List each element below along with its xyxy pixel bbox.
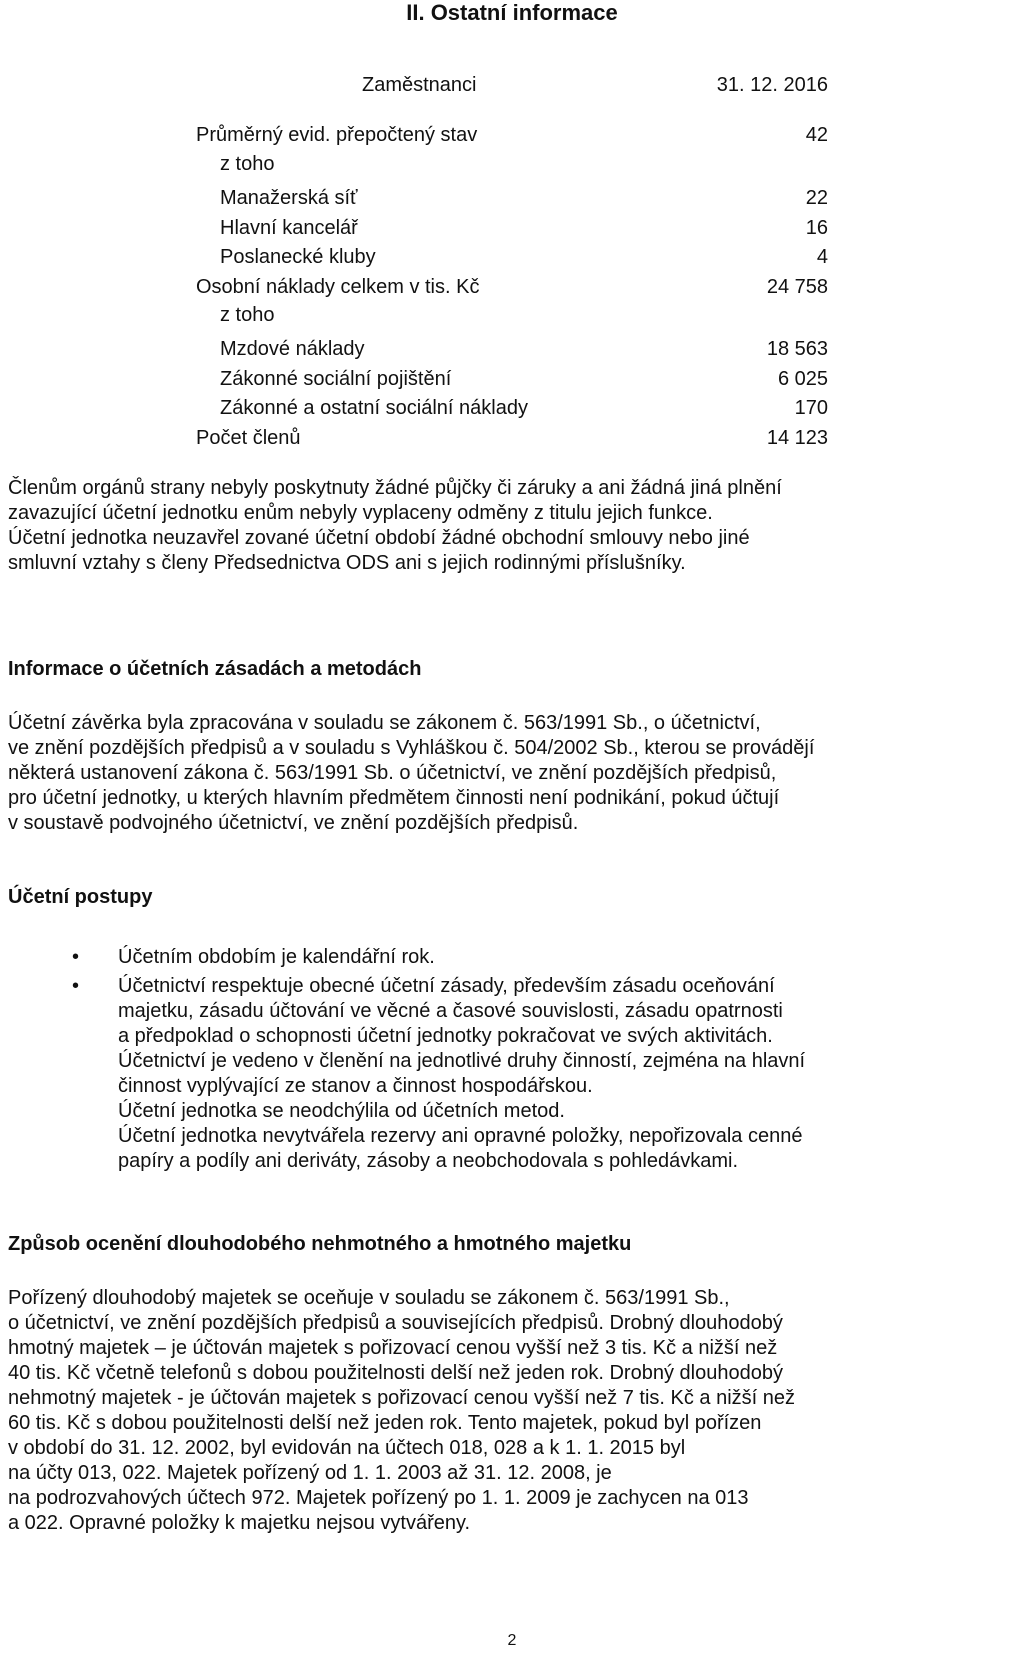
staff-row-label: Mzdové náklady <box>220 338 365 360</box>
procedure-item <box>72 1049 1022 1099</box>
procedure-line: Účetnictví je vedeno v členění na jednotlivé druhy činností, zejména na hlavní <box>118 1050 806 1072</box>
staff-row-label: z toho <box>220 153 275 175</box>
paragraph-board-members <box>8 476 1020 576</box>
procedure-item <box>72 945 1022 970</box>
paragraph-line: v soustavě podvojného účetnictví, ve znění pozdějších předpisů. <box>8 812 579 834</box>
heading-accounting-procedures: Účetní postupy <box>8 886 153 908</box>
procedures-list <box>72 945 1022 1174</box>
staff-row <box>0 242 828 272</box>
staff-row-value: 6 025 <box>777 368 828 390</box>
paragraph-line: o účetnictví, ve znění pozdějších předpisů a souvisejících předpisů. Drobný dlouhodobý <box>8 1312 783 1334</box>
staff-row-label: z toho <box>220 304 275 326</box>
paragraph-line: pro účetní jednotky, u kterých hlavním předmětem činnosti není podnikání, pokud účtují <box>8 787 780 809</box>
paragraph-line: hmotný majetek – je účtován majetek s pořizovací cenou vyšší než 3 tis. Kč a nižší než <box>8 1337 778 1359</box>
heading-asset-valuation: Způsob ocenění dlouhodobého nehmotného a hmotného majetku <box>8 1233 632 1255</box>
procedure-line: Účetní jednotka nevytvářela rezervy ani opravné položky, nepořizovala cenné <box>118 1125 803 1147</box>
procedure-line: Účetní jednotka se neodchýlila od účetních metod. <box>118 1100 565 1122</box>
staff-row-value: 16 <box>805 217 828 239</box>
paragraph-line: 60 tis. Kč s dobou použitelnosti delší než jeden rok. Tento majetek, pokud byl pořízen <box>8 1412 762 1434</box>
bullet-icon: • <box>72 946 80 968</box>
staff-header-row <box>0 70 828 100</box>
staff-row-value: 42 <box>805 124 828 146</box>
procedure-line: papíry a podíly ani deriváty, zásoby a neobchodovala s pohledávkami. <box>118 1150 739 1172</box>
staff-row <box>0 364 828 394</box>
paragraph-accounting-principles <box>8 711 1020 836</box>
procedure-line: činnost vyplývající ze stanov a činnost hospodářskou. <box>118 1075 593 1097</box>
staff-row-label: Zákonné sociální pojištění <box>220 368 452 390</box>
staff-row <box>0 300 828 330</box>
section-title: II. Ostatní informace <box>406 0 618 25</box>
procedure-item <box>72 1099 1022 1124</box>
staff-row-label: Zákonné a ostatní sociální náklady <box>220 397 528 419</box>
staff-row-value: 4 <box>816 246 828 268</box>
staff-row-value: 18 563 <box>766 338 828 360</box>
staff-row-label: Počet členů <box>196 427 301 449</box>
paragraph-line: Účetní jednotka neuzavřel zované účetní období žádné obchodní smlouvy nebo jiné <box>8 527 750 549</box>
staff-row <box>0 393 828 423</box>
bullet-icon: • <box>72 975 80 997</box>
heading-accounting-principles: Informace o účetních zásadách a metodách <box>8 658 422 680</box>
staff-row <box>0 120 828 150</box>
staff-row <box>0 149 828 179</box>
procedure-line: a předpoklad o schopnosti účetní jednotky pokračovat ve svých aktivitách. <box>118 1025 773 1047</box>
paragraph-line: ve znění pozdějších předpisů a v souladu s Vyhláškou č. 504/2002 Sb., kterou se provádějí <box>8 737 815 759</box>
paragraph-line: Účetní závěrka byla zpracována v souladu se zákonem č. 563/1991 Sb., o účetnictví, <box>8 712 761 734</box>
page-number: 2 <box>507 1632 517 1649</box>
staff-row-label: Osobní náklady celkem v tis. Kč <box>196 276 480 298</box>
staff-row-value: 22 <box>805 187 828 209</box>
staff-header-label: Zaměstnanci <box>362 74 477 96</box>
paragraph-line: na podrozvahových účtech 972. Majetek pořízený po 1. 1. 2009 je zachycen na 013 <box>8 1487 749 1509</box>
procedure-line: Účetním obdobím je kalendářní rok. <box>118 946 435 968</box>
staff-row-label: Poslanecké kluby <box>220 246 376 268</box>
paragraph-line: Pořízený dlouhodobý majetek se oceňuje v souladu se zákonem č. 563/1991 Sb., <box>8 1287 730 1309</box>
procedure-item <box>72 1124 1022 1174</box>
staff-row-label: Průměrný evid. přepočtený stav <box>196 124 478 146</box>
staff-row <box>0 213 828 243</box>
paragraph-line: Členům orgánů strany nebyly poskytnuty žádné půjčky či záruky a ani žádná jiná plnění <box>8 477 782 499</box>
staff-row <box>0 183 828 213</box>
paragraph-line: na účty 013, 022. Majetek pořízený od 1. 1. 2003 až 31. 12. 2008, je <box>8 1462 612 1484</box>
staff-row-label: Hlavní kancelář <box>220 217 358 239</box>
paragraph-line: nehmotný majetek - je účtován majetek s pořizovací cenou vyšší než 7 tis. Kč a nižší než <box>8 1387 796 1409</box>
paragraph-asset-valuation <box>8 1286 1020 1536</box>
procedure-item <box>72 974 1022 1049</box>
paragraph-line: smluvní vztahy s členy Předsednictva ODS ani s jejich rodinnými příslušníky. <box>8 552 686 574</box>
paragraph-line: některá ustanovení zákona č. 563/1991 Sb. o účetnictví, ve znění pozdějších předpisů, <box>8 762 777 784</box>
staff-row <box>0 334 828 364</box>
staff-row <box>0 423 828 453</box>
staff-row-value: 14 123 <box>766 427 828 449</box>
staff-header-date: 31. 12. 2016 <box>716 74 828 96</box>
staff-row <box>0 272 828 302</box>
procedure-line: Účetnictví respektuje obecné účetní zásady, především zásadu oceňování <box>118 975 775 997</box>
paragraph-line: zavazující účetní jednotku enům nebyly vyplaceny odměny z titulu jejich funkce. <box>8 502 713 524</box>
staff-row-value: 24 758 <box>766 276 828 298</box>
procedure-line: majetku, zásadu účtování ve věcné a časové souvislosti, zásadu opatrnosti <box>118 1000 783 1022</box>
paragraph-line: 40 tis. Kč včetně telefonů s dobou použitelnosti delší než jeden rok. Drobný dlouhodobý <box>8 1362 783 1384</box>
paragraph-line: v období do 31. 12. 2002, byl evidován na účtech 018, 028 a k 1. 1. 2015 byl <box>8 1437 686 1459</box>
paragraph-line: a 022. Opravné položky k majetku nejsou vytvářeny. <box>8 1512 471 1534</box>
staff-row-label: Manažerská síť <box>220 187 358 209</box>
staff-row-value: 170 <box>794 397 828 419</box>
